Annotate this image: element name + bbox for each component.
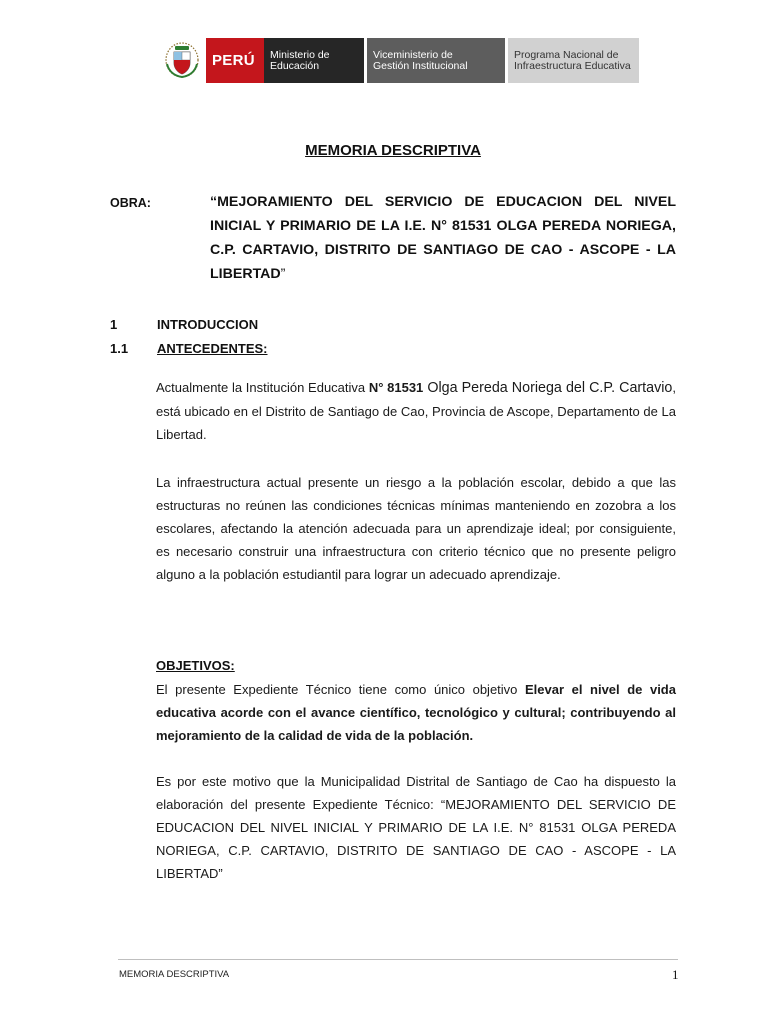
ministry-line2: Educación	[270, 59, 320, 72]
paragraph-expediente: Es por este motivo que la Municipalidad Distrital de Santiago de Cao ha dispuesto la elaboración del presente Expediente Técnico: “MEJORAMIENTO DEL SERVICIO DE EDUCACION DEL NIVEL INICIAL Y PRIMARIO DE LA I.E. N° 81531 OLGA PEREDA NORIEGA, C.P. CARTAVIO, DISTRITO DE SANTIAGO DE CAO - ASCOPE - LA LIBERTAD”	[156, 774, 676, 881]
p1-end: , está ubicado en el Distrito de Santiago de Cao, Provincia de Ascope, Departamento de La Libertad.	[156, 380, 676, 442]
vice-line2: Gestión Institucional	[373, 59, 468, 72]
section-1-title: INTRODUCCION	[157, 317, 259, 332]
p3-objective: Elevar el nivel de vida educativa acorde con el avance científico, tecnológico y cultural; contribuyendo al mejoramiento de la calidad de vida de la población.	[156, 682, 676, 743]
footer-label: MEMORIA DESCRIPTIVA	[119, 969, 230, 980]
program-block	[508, 38, 639, 83]
obra-label: OBRA:	[110, 196, 151, 210]
document-title: MEMORIA DESCRIPTIVA	[305, 142, 481, 159]
obra-description	[210, 190, 676, 286]
vice-line1: Viceministerio de	[373, 48, 453, 61]
page-number: 1	[672, 967, 679, 982]
footer-divider	[118, 959, 678, 960]
p3-start: El presente Expediente Técnico tiene como único objetivo	[156, 682, 525, 697]
p1-school-name: Olga Pereda Noriega del C.P. Cartavio	[423, 380, 673, 396]
peru-brand: PERÚ	[206, 38, 264, 83]
section-1-1-title: ANTECEDENTES:	[157, 341, 268, 356]
section-1-1-number: 1.1	[110, 341, 129, 356]
paragraph-antecedentes-1	[156, 376, 676, 446]
objectives-title: OBJETIVOS:	[156, 658, 235, 673]
obra-open-quote: “	[210, 194, 218, 210]
viceministry-block	[367, 38, 505, 83]
obra-text: MEJORAMIENTO DEL SERVICIO DE EDUCACION DEL NIVEL INICIAL Y PRIMARIO DE LA I.E. N° 81531 OLGA PEREDA NORIEGA, C.P. CARTAVIO, DISTRITO DE SANTIAGO DE CAO - ASCOPE - LA LIBERTAD	[210, 194, 676, 282]
p1-start: Actualmente la Institución Educativa	[156, 380, 369, 395]
section-1-number: 1	[110, 317, 118, 332]
paragraph-antecedentes-2: La infraestructura actual presente un riesgo a la población escolar, debido a que las estructuras no reúnen las condiciones técnicas mínimas manteniendo en zozobra a los escolares, afectando la atención adecuada para un aprendizaje ideal; por consiguiente, es necesario construir una infraestructura con criterio técnico que no presente peligro alguno a la población estudiantil para lograr un adecuado aprendizaje.	[156, 475, 676, 582]
header-banner	[158, 38, 639, 83]
ministry-block	[264, 38, 364, 83]
p1-school-number: N° 81531	[368, 380, 424, 395]
obra-close-quote: ”	[280, 266, 286, 282]
paragraph-objetivos	[156, 678, 676, 747]
coat-of-arms-icon	[158, 38, 206, 83]
program-line2: Infraestructura Educativa	[514, 59, 631, 72]
ministry-line1: Ministerio de	[270, 48, 330, 61]
program-line1: Programa Nacional de	[514, 48, 619, 61]
